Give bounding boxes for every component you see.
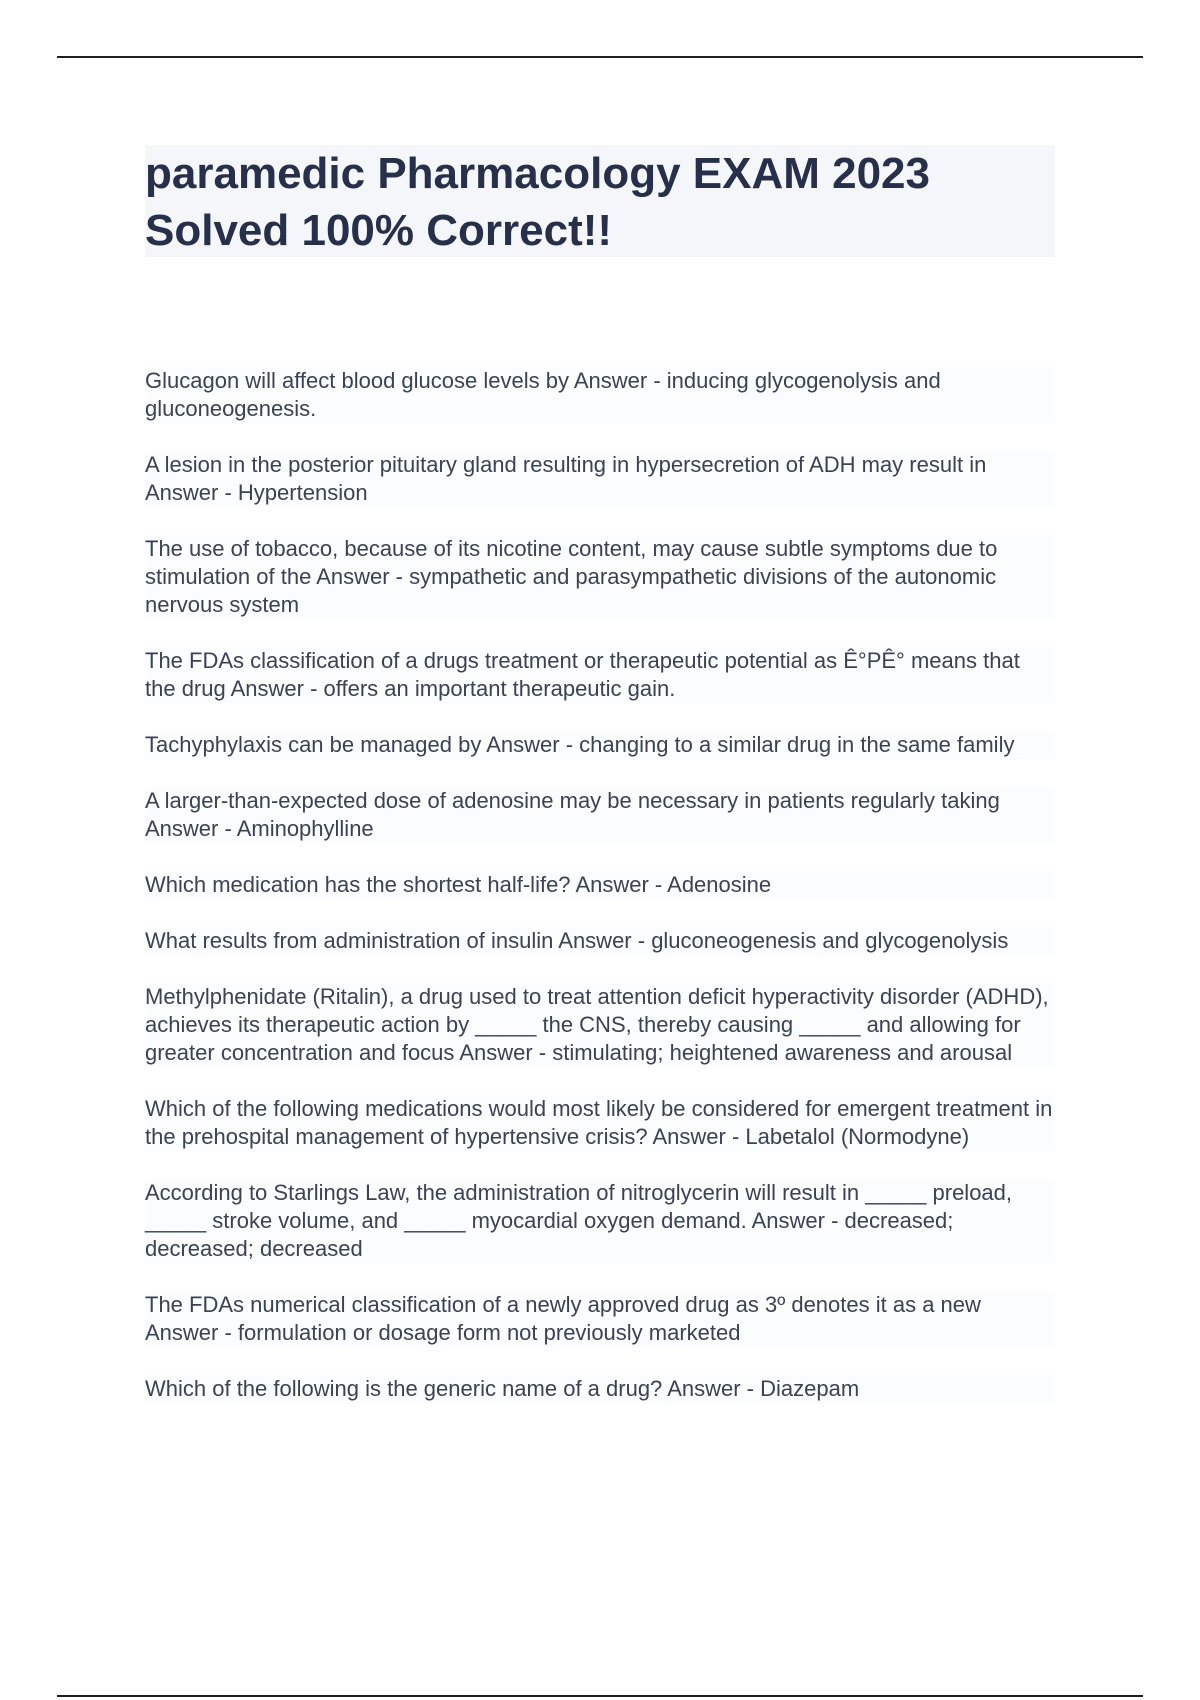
answer-text: gluconeogenesis and glycogenolysis bbox=[651, 928, 1009, 953]
qa-item bbox=[145, 1179, 1055, 1263]
top-rule bbox=[57, 56, 1143, 58]
question-text: A larger-than-expected dose of adenosine may be necessary in patients regularly taking bbox=[145, 788, 1000, 813]
qa-item bbox=[145, 1291, 1055, 1347]
answer-separator: Answer - bbox=[481, 732, 580, 757]
answer-separator: Answer - bbox=[145, 816, 237, 841]
answer-text: Diazepam bbox=[760, 1376, 860, 1401]
question-text: Which of the following is the generic name of a drug? bbox=[145, 1376, 663, 1401]
answer-text: stimulating; heightened awareness and arousal bbox=[552, 1040, 1013, 1065]
answer-text: Aminophylline bbox=[236, 816, 374, 841]
answer-separator: Answer - bbox=[746, 1208, 845, 1233]
title-line-1: paramedic Pharmacology EXAM 2023 bbox=[145, 149, 930, 198]
question-text: A lesion in the posterior pituitary gland resulting in hypersecretion of ADH may result in bbox=[145, 452, 987, 477]
answer-separator: Answer - bbox=[225, 676, 324, 701]
qa-item bbox=[145, 1095, 1055, 1151]
question-text: The FDAs numerical classification of a newly approved drug as 3º denotes it as a new bbox=[145, 1292, 981, 1317]
qa-item bbox=[145, 451, 1055, 507]
answer-separator: Answer - bbox=[311, 564, 410, 589]
qa-item bbox=[145, 927, 1055, 955]
answer-separator: Answer - bbox=[145, 1320, 238, 1345]
question-text: Methylphenidate (Ritalin), a drug used to treat attention deficit hyperactivity disorder (ADHD), achieves its therapeutic action by _____ the CNS, thereby causing _____ and allowing for greater concentration and focus bbox=[145, 984, 1049, 1065]
question-text: According to Starlings Law, the administration of nitroglycerin will result in _____ preload, _____ stroke volume, and _____ myocardial oxygen demand. bbox=[145, 1180, 1013, 1233]
bottom-rule bbox=[57, 1695, 1143, 1697]
answer-separator: Answer - bbox=[568, 368, 667, 393]
title-line-2: Solved 100% Correct!! bbox=[145, 206, 613, 255]
qa-item bbox=[145, 367, 1055, 423]
document-title bbox=[145, 145, 1055, 259]
answer-separator: Answer - bbox=[553, 928, 652, 953]
question-text: What results from administration of insulin bbox=[145, 928, 554, 953]
answer-text: Adenosine bbox=[667, 872, 772, 897]
qa-item bbox=[145, 787, 1055, 843]
qa-item bbox=[145, 983, 1055, 1067]
title-block bbox=[145, 145, 1055, 257]
answer-separator: Answer - bbox=[570, 872, 668, 897]
answer-text: formulation or dosage form not previously marketed bbox=[237, 1320, 741, 1345]
answer-separator: Answer - bbox=[647, 1124, 746, 1149]
answer-separator: Answer - bbox=[662, 1376, 761, 1401]
question-text: The FDAs classification of a drugs treatment or therapeutic potential as Ê°PÊ° means that the drug bbox=[145, 648, 1020, 701]
question-text: The use of tobacco, because of its nicotine content, may cause subtle symptoms due to stimulation of the bbox=[145, 536, 998, 589]
answer-text: sympathetic and parasympathetic divisions of the autonomic nervous system bbox=[145, 564, 997, 617]
answer-text: decreased; decreased; decreased bbox=[145, 1208, 954, 1261]
answer-separator: Answer - bbox=[145, 480, 238, 505]
answer-separator: Answer - bbox=[454, 1040, 553, 1065]
qa-item bbox=[145, 647, 1055, 703]
answer-text: Hypertension bbox=[237, 480, 368, 505]
qa-item bbox=[145, 731, 1055, 759]
question-text: Glucagon will affect blood glucose levels by bbox=[145, 368, 569, 393]
answer-text: inducing glycogenolysis and gluconeogenesis. bbox=[145, 368, 941, 421]
qa-item bbox=[145, 1375, 1055, 1403]
question-text: Tachyphylaxis can be managed by bbox=[145, 732, 482, 757]
question-text: Which of the following medications would most likely be considered for emergent treatment in the prehospital management of hypertensive crisis? bbox=[145, 1096, 1053, 1149]
answer-text: changing to a similar drug in the same family bbox=[579, 732, 1015, 757]
qa-list bbox=[145, 367, 1055, 1431]
answer-text: offers an important therapeutic gain. bbox=[323, 676, 676, 701]
qa-item bbox=[145, 535, 1055, 619]
qa-item bbox=[145, 871, 1055, 899]
question-text: Which medication has the shortest half-life? bbox=[145, 872, 571, 897]
answer-text: Labetalol (Normodyne) bbox=[745, 1124, 970, 1149]
